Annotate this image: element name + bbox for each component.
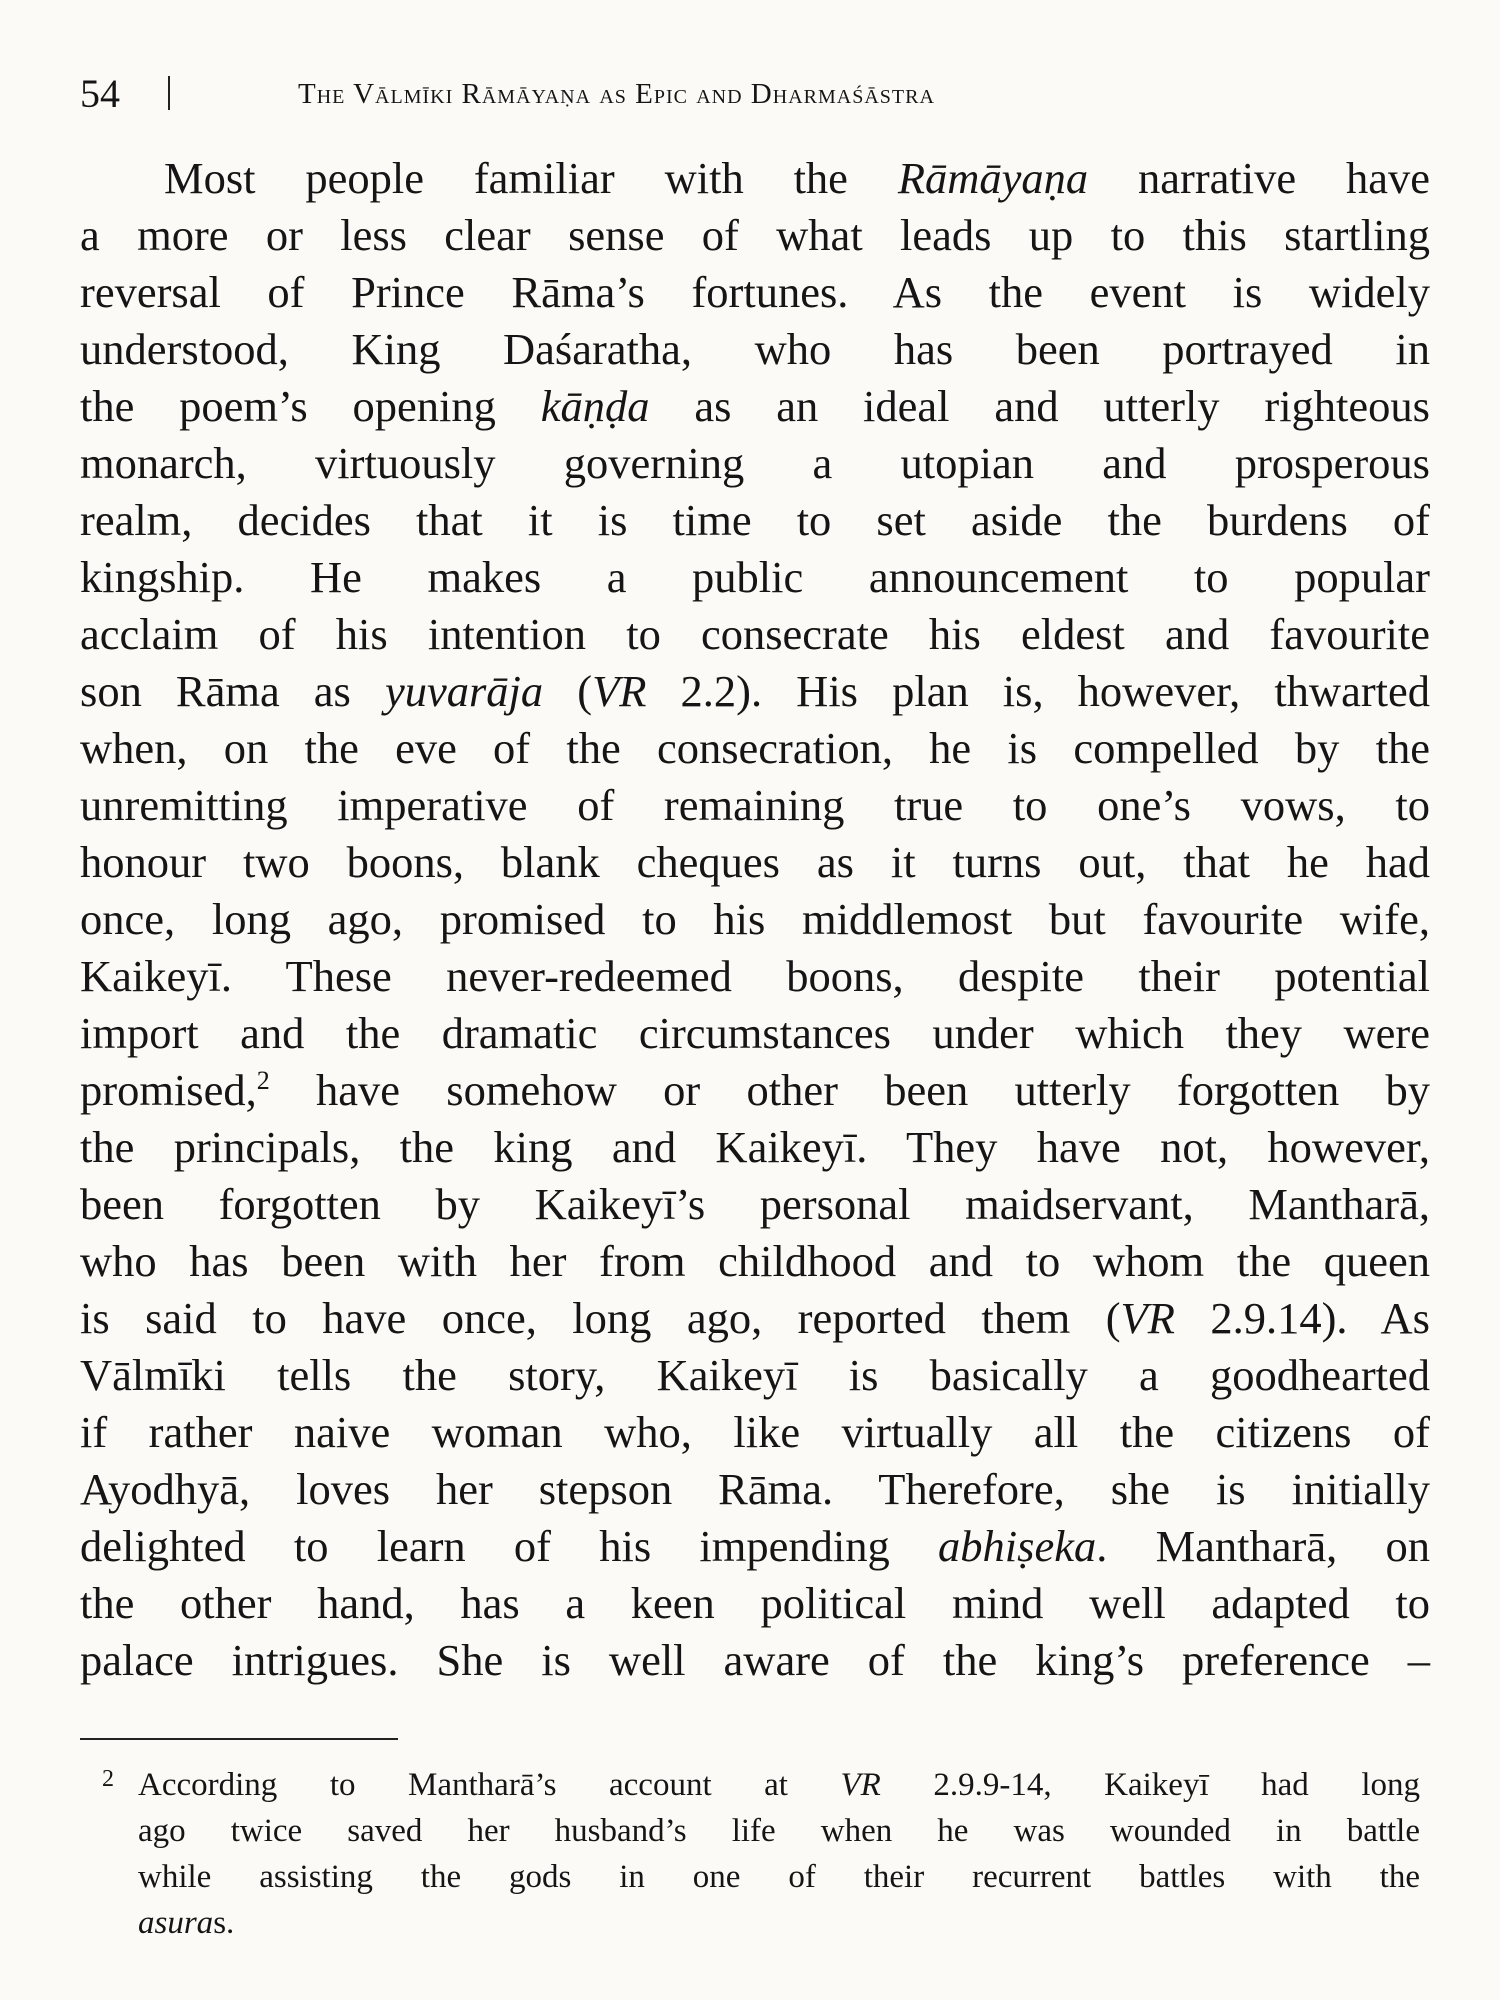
text-run: acclaim of his intention to consecrate his eldest and favourite [80, 609, 1430, 659]
italic-term: kāṇḍa [540, 381, 650, 431]
text-run: Most people familiar with the [164, 153, 898, 203]
text-run: delighted to learn of his impending [80, 1521, 939, 1571]
text-run: kingship. He makes a public announcement to popular [80, 552, 1430, 602]
footnote-line [80, 1808, 1420, 1854]
page-number: 54 [80, 71, 120, 116]
footnote-line [80, 1900, 1420, 1946]
text-run: as an ideal and utterly righteous [649, 381, 1430, 431]
text-line [80, 1005, 1430, 1062]
text-line [80, 549, 1430, 606]
text-line [80, 1233, 1430, 1290]
text-run: the poem’s opening [80, 381, 541, 431]
footnote-reference: 2 [256, 1066, 270, 1096]
italic-term: abhiṣeka [938, 1521, 1097, 1571]
text-run: honour two boons, blank cheques as it turns out, that he had [80, 837, 1430, 887]
text-run: promised, [80, 1065, 257, 1115]
text-run: unremitting imperative of remaining true to one’s vows, to [80, 780, 1430, 830]
text-run: reversal of Prince Rāma’s fortunes. As the event is widely [80, 267, 1430, 317]
text-line [80, 321, 1430, 378]
text-run: According to Mantharā’s account at [138, 1767, 841, 1803]
text-run: is said to have once, long ago, reported them ( [80, 1293, 1121, 1343]
text-run: monarch, virtuously governing a utopian and prosperous [80, 438, 1430, 488]
footnote [80, 1762, 1420, 1946]
text-line [80, 150, 1430, 207]
text-run: understood, King Daśaratha, who has been portrayed in [80, 324, 1430, 374]
text-line [80, 1290, 1430, 1347]
text-line [80, 834, 1430, 891]
text-line [80, 1119, 1430, 1176]
text-run: once, long ago, promised to his middlemost but favourite wife, [80, 894, 1430, 944]
italic-term: VR [840, 1767, 881, 1803]
text-line [80, 1347, 1430, 1404]
text-line [80, 264, 1430, 321]
text-line [80, 492, 1430, 549]
text-run: Vālmīki tells the story, Kaikeyī is basically a goodhearted [80, 1350, 1430, 1400]
text-run: . Mantharā, on [1096, 1521, 1430, 1571]
text-line [80, 948, 1430, 1005]
text-line [80, 663, 1430, 720]
text-line [80, 891, 1430, 948]
text-run: if rather naive woman who, like virtually all the citizens of [80, 1407, 1430, 1457]
text-line [80, 1632, 1430, 1689]
text-run: while assisting the gods in one of their recurrent battles with the [138, 1859, 1420, 1895]
italic-term: yuvarāja [384, 666, 544, 716]
text-run: the principals, the king and Kaikeyī. They have not, however, [80, 1122, 1430, 1172]
running-title: The Vālmīki Rāmāyaṇa as Epic and Dharmaśāstra [298, 78, 935, 110]
running-head [80, 70, 1320, 118]
italic-term: VR [1120, 1293, 1175, 1343]
text-line [80, 1575, 1430, 1632]
text-run: palace intrigues. She is well aware of the king’s preference – [80, 1635, 1430, 1685]
text-line [80, 378, 1430, 435]
text-line [80, 1176, 1430, 1233]
italic-term: VR [592, 666, 647, 716]
text-line [80, 1404, 1430, 1461]
text-line [80, 1518, 1430, 1575]
text-run: realm, decides that it is time to set aside the burdens of [80, 495, 1430, 545]
text-run: 2.2). His plan is, however, thwarted [646, 666, 1431, 716]
italic-term: asura [138, 1905, 214, 1941]
text-line [80, 720, 1430, 777]
text-line [80, 1062, 1430, 1119]
text-run: when, on the eve of the consecration, he is compelled by the [80, 723, 1430, 773]
text-line [80, 777, 1430, 834]
text-run: son Rāma as [80, 666, 385, 716]
text-run: s. [213, 1905, 235, 1941]
header-separator [168, 76, 170, 110]
text-run: have somehow or other been utterly forgotten by [269, 1065, 1430, 1115]
text-run: Kaikeyī. These never-redeemed boons, despite their potential [80, 951, 1430, 1001]
text-run: import and the dramatic circumstances under which they were [80, 1008, 1430, 1058]
text-run: narrative have [1088, 153, 1431, 203]
text-run: who has been with her from childhood and to whom the queen [80, 1236, 1430, 1286]
footnote-line [80, 1762, 1420, 1808]
text-run: been forgotten by Kaikeyī’s personal maidservant, Mantharā, [80, 1179, 1430, 1229]
footnote-number: 2 [102, 1766, 114, 1792]
text-run: Ayodhyā, loves her stepson Rāma. Therefore, she is initially [80, 1464, 1430, 1514]
text-line [80, 1461, 1430, 1518]
text-run: ( [543, 666, 593, 716]
text-line [80, 606, 1430, 663]
text-run: a more or less clear sense of what leads up to this startling [80, 210, 1430, 260]
footnote-rule [80, 1738, 398, 1740]
footnote-line [80, 1854, 1420, 1900]
text-line [80, 207, 1430, 264]
text-line [80, 435, 1430, 492]
text-run: the other hand, has a keen political mind well adapted to [80, 1578, 1430, 1628]
text-run: ago twice saved her husband’s life when he was wounded in battle [138, 1813, 1420, 1849]
italic-term: Rāmāyaṇa [897, 153, 1089, 203]
text-run: 2.9.14). As [1174, 1293, 1430, 1343]
text-run: 2.9.9-14, Kaikeyī had long [880, 1767, 1420, 1803]
body-paragraph [80, 150, 1430, 1689]
